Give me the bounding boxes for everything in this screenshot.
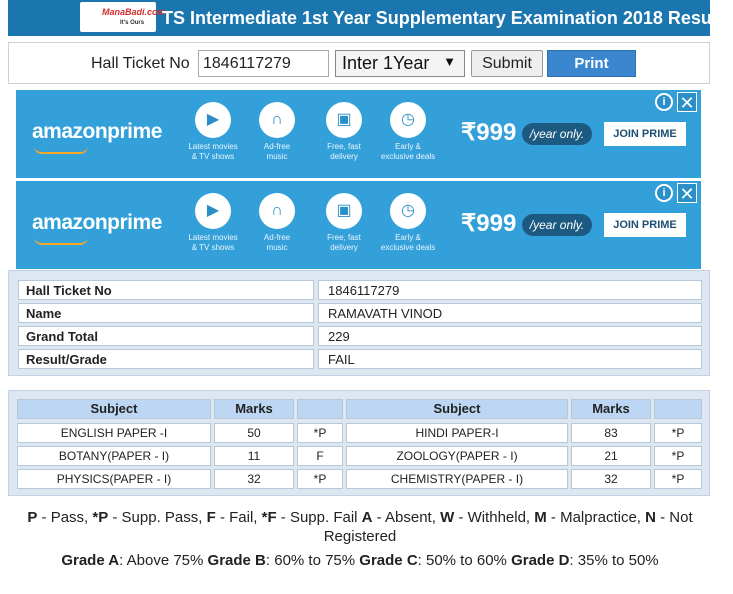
ad-feature-label: Latest movies & TV shows [188, 233, 238, 252]
marks-cell: 83 [571, 423, 651, 443]
ad-feature [242, 102, 312, 162]
ad-period: /year only. [522, 214, 592, 236]
detail-label: Hall Ticket No [18, 280, 314, 300]
ad-feature [309, 102, 379, 162]
box-icon: ▣ [326, 102, 362, 138]
subject-cell: PHYSICS(PAPER - I) [17, 469, 211, 489]
detail-row [18, 303, 702, 323]
legend-code: A [361, 509, 373, 526]
column-header: Marks [571, 399, 651, 419]
grade-range: : 50% to 60% [417, 552, 512, 569]
legend-meaning: - Not Registered [323, 509, 693, 545]
status-cell: *P [654, 423, 702, 443]
legend-meaning: - Withheld, [454, 509, 535, 526]
join-prime-button[interactable]: JOIN PRIME [604, 122, 686, 146]
headphones-icon: ∩ [259, 102, 295, 138]
marks-cell: 50 [214, 423, 294, 443]
amazon-smile-icon [34, 237, 88, 245]
ad-feature-label: Early & exclusive deals [380, 142, 436, 161]
year-select[interactable] [335, 50, 465, 77]
column-header: Subject [346, 399, 568, 419]
ad-feature [373, 193, 443, 253]
ad-feature-label: Free, fast delivery [327, 233, 361, 252]
marks-cell: 11 [214, 446, 294, 466]
detail-label: Result/Grade [18, 349, 314, 369]
detail-label: Name [18, 303, 314, 323]
ad-info-icon[interactable]: i [655, 93, 673, 111]
detail-row [18, 326, 702, 346]
legend-code: *P [92, 509, 109, 526]
status-cell: *P [654, 469, 702, 489]
page-title: TS Intermediate 1st Year Supplementary Examination 2018 Results [162, 8, 733, 28]
grade-legend [0, 552, 720, 569]
status-cell: *P [297, 469, 343, 489]
column-header [654, 399, 702, 419]
status-legend [0, 508, 720, 546]
box-icon: ▣ [326, 193, 362, 229]
amazon-smile-icon [34, 146, 88, 154]
ad-brand: amazonprime [32, 211, 162, 234]
student-details [8, 270, 710, 376]
ad-price: ₹999 [461, 119, 517, 146]
amazon-prime-ad[interactable] [16, 90, 701, 178]
year-select-value: Inter 1Year [342, 53, 430, 73]
legend-code: N [645, 509, 656, 526]
ad-price: ₹999 [461, 210, 517, 237]
ad-close-icon[interactable]: ✕ [677, 92, 697, 112]
legend-code: F [206, 509, 216, 526]
status-cell: *P [654, 446, 702, 466]
submit-button[interactable]: Submit [471, 50, 543, 77]
marks-cell: 21 [571, 446, 651, 466]
detail-value: RAMAVATH VINOD [318, 303, 702, 323]
grade-range: : 35% to 50% [569, 552, 659, 569]
ad-feature [242, 193, 312, 253]
legend-meaning: - Supp. Pass, [108, 509, 207, 526]
search-form [8, 42, 710, 84]
play-icon: ▶ [195, 193, 231, 229]
dropdown-arrow-icon: ▼ [443, 54, 456, 69]
stopwatch-icon: ◷ [390, 193, 426, 229]
detail-label: Grand Total [18, 326, 314, 346]
play-icon: ▶ [195, 102, 231, 138]
ad-feature-label: Free, fast delivery [327, 142, 361, 161]
marks-cell: 32 [214, 469, 294, 489]
amazon-prime-ad[interactable] [16, 181, 701, 269]
status-cell: F [297, 446, 343, 466]
subject-cell: CHEMISTRY(PAPER - I) [346, 469, 568, 489]
subject-cell: ENGLISH PAPER -I [17, 423, 211, 443]
legend-meaning: - Supp. Fail [276, 509, 362, 526]
ad-period: /year only. [522, 123, 592, 145]
ad-feature [309, 193, 379, 253]
subject-cell: ZOOLOGY(PAPER - I) [346, 446, 568, 466]
detail-value: 1846117279 [318, 280, 702, 300]
detail-row [18, 349, 702, 369]
hall-ticket-input[interactable] [198, 50, 329, 77]
legend-meaning: - Malpractice, [546, 509, 646, 526]
ad-feature [178, 193, 248, 253]
page-header [8, 0, 733, 36]
grade-range: : 60% to 75% [265, 552, 360, 569]
status-cell: *P [297, 423, 343, 443]
ad-info-icon[interactable]: i [655, 184, 673, 202]
logo-tagline: It's Ours [120, 20, 145, 26]
legend-meaning: - Fail, [215, 509, 262, 526]
legend-code: *F [261, 509, 277, 526]
ad-feature-label: Early & exclusive deals [380, 233, 436, 252]
legend-code: W [440, 509, 455, 526]
grade-name: Grade A [61, 552, 120, 569]
legend-code: M [534, 509, 547, 526]
stopwatch-icon: ◷ [390, 102, 426, 138]
grade-range: : Above 75% [119, 552, 208, 569]
ad-feature [178, 102, 248, 162]
subject-cell: HINDI PAPER-I [346, 423, 568, 443]
column-header: Subject [17, 399, 211, 419]
site-logo[interactable] [80, 2, 166, 32]
print-button[interactable]: Print [547, 50, 636, 77]
headphones-icon: ∩ [259, 193, 295, 229]
ad-brand: amazonprime [32, 120, 162, 143]
ad-feature-label: Latest movies & TV shows [188, 142, 238, 161]
marks-table [8, 390, 710, 496]
marks-cell: 32 [571, 469, 651, 489]
grade-name: Grade D [511, 552, 570, 569]
detail-value: 229 [318, 326, 702, 346]
ad-feature [373, 102, 443, 162]
legend-meaning: - Pass, [37, 509, 93, 526]
detail-value: FAIL [318, 349, 702, 369]
ad-close-icon[interactable]: ✕ [677, 183, 697, 203]
legend-code: P [27, 509, 38, 526]
hall-ticket-label: Hall Ticket No [91, 55, 190, 72]
column-header: Marks [214, 399, 294, 419]
detail-row [18, 280, 702, 300]
legend-meaning: - Absent, [372, 509, 441, 526]
ad-feature-label: Ad-free music [263, 233, 291, 252]
column-header [297, 399, 343, 419]
grade-name: Grade C [359, 552, 418, 569]
join-prime-button[interactable]: JOIN PRIME [604, 213, 686, 237]
grade-name: Grade B [207, 552, 266, 569]
subject-cell: BOTANY(PAPER - I) [17, 446, 211, 466]
ad-feature-label: Ad-free music [263, 142, 291, 161]
logo-text: ManaBadi.com [102, 7, 166, 17]
